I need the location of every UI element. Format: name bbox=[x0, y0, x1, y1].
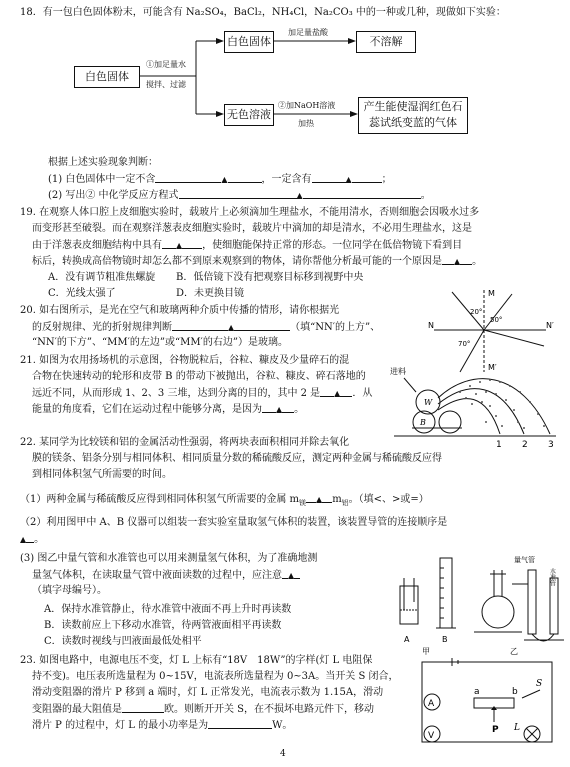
page-number: 4 bbox=[280, 749, 286, 759]
answer-marker-icon: ▲ bbox=[334, 389, 341, 398]
flow-gas-line2: 蕊试纸变蓝的气体 bbox=[369, 116, 457, 129]
q23-line4 bbox=[32, 702, 374, 717]
q23-circuit-diagram bbox=[412, 654, 562, 750]
q21-line3-b: ．从 bbox=[352, 388, 373, 399]
answer-blank[interactable] bbox=[442, 254, 454, 265]
q22-part3-a: (3) 图乙中量气管和水准管也可以用来测量氢气体积，为了准确地测 bbox=[20, 553, 318, 564]
q19-option-c[interactable]: C．光线太强了 bbox=[48, 288, 116, 299]
q18-judge: 根据上述实验现象判断： bbox=[48, 157, 158, 168]
answer-blank[interactable] bbox=[234, 320, 290, 331]
q20-line2-a: 的反射规律、光的折射规律判断 bbox=[32, 322, 172, 333]
label-switch-s: S bbox=[536, 679, 543, 689]
q23-line1: 23. 如图电路中，电源电压不变，灯 L 上标有“18V 18W”的字样(灯 L 电阻保 bbox=[20, 655, 373, 666]
label-pile-1: 1 bbox=[496, 440, 502, 450]
q22-part3-b bbox=[32, 568, 300, 583]
answer-marker-icon: ▲ bbox=[345, 175, 352, 184]
label-feed: 进料 bbox=[390, 367, 406, 376]
q23-line5 bbox=[32, 718, 292, 733]
q22-part1-c: 。（填<、>或=） bbox=[348, 494, 429, 505]
label-b-end: b bbox=[512, 687, 518, 697]
label-n: N bbox=[428, 321, 434, 330]
q21-line3 bbox=[32, 386, 372, 401]
answer-marker-icon: ▲ bbox=[288, 571, 295, 580]
answer-marker-icon: ▲ bbox=[228, 323, 235, 332]
q21-winnower-diagram bbox=[390, 362, 560, 450]
q20-line2-b: （填“NN′的上方”、 bbox=[290, 322, 381, 333]
flow-step2-bottom: 加热 bbox=[298, 119, 314, 128]
flow-acid-label: 加足量盐酸 bbox=[288, 28, 328, 37]
q23-line2: 持不变)。电压表所选量程为 0~15V，电流表所选量程为 0~3A。当开关 S 闭合， bbox=[32, 671, 399, 682]
flow-insoluble-box: 不溶解 bbox=[356, 31, 416, 53]
label-b: B bbox=[442, 635, 448, 644]
label-m-prime: M′ bbox=[488, 363, 497, 372]
q19-line2: 而变形甚至破裂。而在观察洋葱表皮细胞实验时，载玻片中滴加的却是清水，不必用生理盐水，这是 bbox=[32, 223, 472, 234]
label-angle-20: 20° bbox=[470, 308, 483, 316]
q21-line4: 能量的角度看，它们在运动过程中能够分离，是因为 ▲ 。 bbox=[32, 404, 305, 415]
label-angle-50: 50° bbox=[490, 316, 503, 324]
label-jia: 甲 bbox=[422, 647, 430, 656]
label-angle-70: 70° bbox=[458, 340, 471, 348]
ammeter-label: A bbox=[428, 699, 435, 709]
answer-blank[interactable] bbox=[306, 492, 316, 503]
q20-optics-diagram bbox=[428, 286, 558, 374]
answer-blank[interactable] bbox=[26, 532, 34, 543]
answer-marker-icon: ▲ bbox=[20, 535, 27, 544]
flow-solid-box: 白色固体 bbox=[224, 31, 274, 53]
label-b: B bbox=[420, 418, 426, 427]
q22-part1: （1）两种金属与稀硫酸反应得到相同体积氢气所需要的金属 $m_镁$ ▲ $m_铝$。（填<、>或=） bbox=[20, 494, 429, 507]
voltmeter-label: V bbox=[428, 731, 435, 741]
label-pile-2: 2 bbox=[522, 440, 528, 450]
flow-gas-box bbox=[358, 97, 468, 134]
q19-option-b[interactable]: B．低倍镜下没有把观察目标移到视野中央 bbox=[176, 272, 364, 283]
q22-part3-c: （填字母编号）。 bbox=[32, 585, 107, 596]
label-slider-p: P bbox=[492, 725, 499, 735]
label-a: A bbox=[404, 635, 410, 644]
q19-line3 bbox=[32, 238, 462, 253]
q18-part1: (1) 白色固体中一定不含 ▲ ，一定含有 ▲ ； bbox=[48, 174, 392, 185]
label-w: W bbox=[424, 398, 433, 407]
answer-marker-icon: ▲ bbox=[176, 241, 183, 250]
label-lamp-l: L bbox=[514, 723, 520, 733]
answer-blank[interactable] bbox=[294, 568, 300, 579]
label-pile-3: 3 bbox=[548, 440, 554, 450]
q22-option-b[interactable]: B．读数前应上下移动水准管，待两管液面相平再读数 bbox=[44, 620, 282, 631]
q19-line3-b: ，使细胞能保持正常的形态。一位同学在低倍物镜下看到目 bbox=[202, 240, 463, 251]
q20-line1: 20. 如右图所示，是光在空气和玻璃两种介质中传播的情形，请你根据光 bbox=[20, 305, 340, 316]
answer-blank[interactable] bbox=[122, 702, 164, 713]
q19-line4: 标后，转换成高倍物镜时却怎么都不到原来观察到的物体，请你帮他分析最可能的一个原因是 ▲ 。 bbox=[32, 256, 483, 267]
answer-marker-icon: ▲ bbox=[276, 405, 283, 414]
q22-part3-b-text: 量氢气体积，在读取量气管中液面读数的过程中，应注意 bbox=[32, 570, 282, 581]
q23-line5-b: W。 bbox=[272, 720, 293, 731]
flow-step2-top: ②加NaOH溶液 bbox=[278, 101, 336, 110]
q23-line4-b: 欧。则断开开关 S，在不损坏电路元件下，移动 bbox=[164, 704, 375, 715]
flow-start-box: 白色固体 bbox=[74, 66, 140, 88]
answer-blank[interactable] bbox=[460, 254, 472, 265]
q21-line2: 合物在快速转动的轮形和皮带 B 的带动下被抛出，谷粒、糠皮、碎石落地的 bbox=[32, 371, 366, 382]
q21-line1: 21. 如图为农用扬场机的示意图，谷物脱粒后，谷粒、糠皮及少量碎石的混 bbox=[20, 355, 350, 366]
q18-part1-a: (1) 白色固体中一定不含 bbox=[48, 174, 156, 185]
q18-intro: 18．有一包白色固体粉末，可能含有 Na₂SO₄，BaCl₂，NH₄Cl，Na₂CO₃ 中的一种或几种，现做如下实验： bbox=[20, 7, 506, 18]
answer-blank[interactable] bbox=[282, 402, 294, 413]
answer-blank[interactable] bbox=[320, 386, 334, 397]
answer-marker-icon: ▲ bbox=[221, 175, 228, 184]
answer-blank[interactable] bbox=[172, 320, 228, 331]
q22-part2-answer: ▲ 。 bbox=[20, 534, 45, 545]
answer-marker-icon: ▲ bbox=[316, 495, 323, 504]
label-yi: 乙 bbox=[510, 647, 518, 656]
q21-line4-a: 能量的角度看，它们在运动过程中能够分离，是因为 bbox=[32, 404, 262, 415]
answer-blank[interactable] bbox=[179, 188, 297, 199]
flow-step1-bottom: 搅拌、过滤 bbox=[146, 80, 186, 89]
q22-apparatus-diagram bbox=[394, 548, 566, 656]
q19-line1: 19. 在观察人体口腔上皮细胞实验时，载玻片上必须滴加生理盐水，不能用清水，否则细胞会因吸水过多 bbox=[20, 207, 480, 218]
flow-step1-top: ①加足量水 bbox=[146, 60, 186, 69]
q21-line3-a: 远近不同，从而形成 1、2、3 三堆，达到分离的目的，其中 2 是 bbox=[32, 388, 321, 399]
answer-marker-icon: ▲ bbox=[296, 191, 303, 200]
q23-line4-a: 变阻器的最大阻值是 bbox=[32, 704, 122, 715]
label-level-tube: 水准管 bbox=[548, 568, 556, 586]
label-a-end: a bbox=[474, 687, 480, 697]
answer-blank[interactable] bbox=[340, 386, 352, 397]
answer-blank[interactable] bbox=[182, 238, 202, 249]
q22-line3: 到相同体积氢气所需要的时间。 bbox=[32, 469, 172, 480]
answer-marker-icon: ▲ bbox=[454, 257, 461, 266]
q22-line1: 22. 某同学为比较镁和铝的金属活动性强弱，将两块表面积相同并除去氧化 bbox=[20, 437, 350, 448]
q22-part2: （2）利用图甲中 A、B 仪器可以组装一套实验室量取氢气体积的装置，该装置导管的连接顺序是 bbox=[20, 517, 448, 528]
answer-blank[interactable] bbox=[303, 188, 421, 199]
q20-line3: “NN′的下方”、“MM′的左边”或“MM′的右边”）是玻璃。 bbox=[32, 337, 288, 348]
q22-part1-a: （1）两种金属与稀硫酸反应得到相同体积氢气所需要的金属 m bbox=[20, 494, 300, 505]
q18-part2-text: (2) 写出② 中化学反应方程式 bbox=[48, 190, 179, 201]
q19-line3-a: 由于洋葱表皮细胞结构中具有 bbox=[32, 240, 162, 251]
answer-blank[interactable] bbox=[162, 238, 176, 249]
q23-line3: 滑动变阻器的滑片 P 移到 a 端时，灯 L 正常发光，电流表示数为 1.15A，滑动 bbox=[32, 687, 384, 698]
answer-blank[interactable] bbox=[228, 172, 262, 183]
q18-part1-b: ，一定含有 bbox=[261, 174, 312, 185]
answer-blank[interactable] bbox=[312, 172, 346, 183]
flow-gas-line1: 产生能使湿润红色石 bbox=[363, 100, 463, 113]
q22-option-a[interactable]: A．保持水准管静止，待水准管中液面不再上升时再读数 bbox=[44, 604, 292, 615]
q20-line2 bbox=[32, 320, 380, 335]
q23-line5-a: 滑片 P 的过程中，灯 L 的最小功率是为 bbox=[32, 720, 209, 731]
flow-solution-box: 无色溶液 bbox=[224, 104, 274, 126]
answer-blank[interactable] bbox=[322, 492, 332, 503]
answer-blank[interactable] bbox=[352, 172, 382, 183]
q22-line2: 膜的镁条、铝条分别与相同体积、相同质量分数的稀硫酸反应，测定两种金属与稀硫酸反应得 bbox=[32, 453, 442, 464]
answer-blank[interactable] bbox=[155, 172, 221, 183]
q19-line4-text: 标后，转换成高倍物镜时却怎么都不到原来观察到的物体，请你帮他分析最可能的一个原因是 bbox=[32, 256, 442, 267]
label-m: M bbox=[488, 289, 495, 298]
answer-blank[interactable] bbox=[208, 718, 272, 729]
q18-part2: (2) 写出② 中化学反应方程式 ▲ 。 bbox=[48, 190, 431, 201]
label-gas-tube: 量气管 bbox=[514, 556, 535, 564]
q19-option-d[interactable]: D．未更换目镜 bbox=[176, 288, 245, 299]
q22-part1-b: m bbox=[332, 494, 342, 505]
answer-blank[interactable] bbox=[262, 402, 276, 413]
q19-option-a[interactable]: A．没有调节粗准焦螺旋 bbox=[48, 272, 156, 283]
label-n-prime: N′ bbox=[546, 321, 554, 330]
q22-option-c[interactable]: C．读数时视线与凹液面最低处相平 bbox=[44, 636, 202, 647]
